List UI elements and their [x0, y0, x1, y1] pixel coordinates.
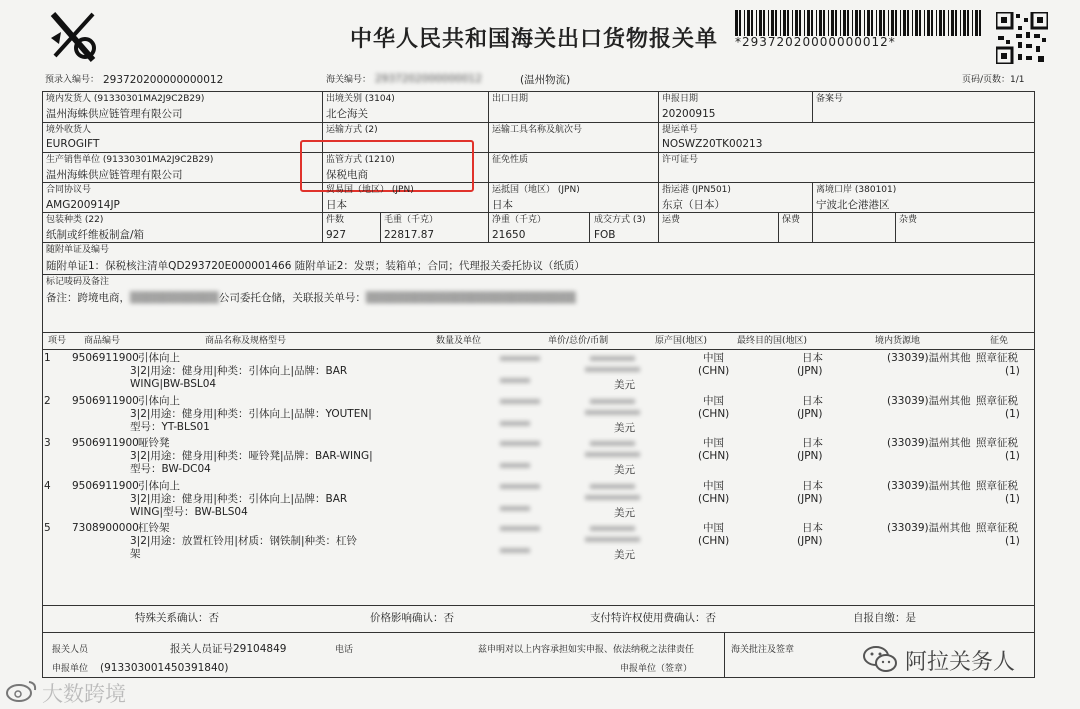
goods-source: (33039)温州其他 — [887, 395, 971, 407]
barcode-bar — [931, 10, 933, 36]
declarant-cert: 报关人员证号29104849 — [170, 643, 287, 655]
redacted-value — [585, 537, 640, 542]
unit-seal: 申报单位（签章） — [620, 664, 693, 674]
goods-spec-line2: 架 — [130, 548, 141, 560]
barcode-bar — [943, 10, 945, 36]
barcode-bar — [783, 10, 786, 36]
goods-spec-line2: WING|BW-BSL04 — [130, 378, 217, 390]
barcode-bar — [763, 10, 765, 36]
docs-text: 随附单证1：保税核注清单QD293720E000001466 随附单证2：发票；装箱单；合同；代理报关委托协议（纸质） — [46, 260, 585, 272]
exit-port-name: 宁波北仑港港区 — [816, 199, 890, 211]
redacted-value — [585, 452, 640, 457]
contract-no: AMG200914JP — [46, 199, 120, 211]
barcode-bar — [919, 10, 921, 36]
redacted-value — [585, 495, 640, 500]
barcode-bar — [951, 10, 954, 36]
barcode-bar — [739, 10, 741, 36]
goods-header-cell: 商品名称及规格型号 — [205, 336, 287, 346]
deal-label: 成交方式 (3) — [594, 215, 646, 225]
goods-origin-code: (CHN) — [698, 365, 730, 377]
goods-spec-line1: 3|2|用途：健身用|种类：引体向上|品牌：YOUTEN| — [130, 408, 372, 420]
redacted-value — [500, 441, 540, 446]
goods-tax-code: (1) — [1005, 450, 1020, 462]
barcode-bar — [780, 10, 781, 36]
goods-tax-code: (1) — [1005, 408, 1020, 420]
barcode-bar — [907, 10, 909, 36]
goods-code: 9506911900 — [72, 437, 139, 449]
barcode-bar — [871, 10, 873, 36]
dest-country: 日本 — [492, 199, 513, 211]
barcode-bar — [859, 10, 861, 36]
goods-origin-code: (CHN) — [698, 450, 730, 462]
goods-spec-line2: 型号：YT-BLS01 — [130, 421, 210, 433]
goods-item-no: 3 — [44, 437, 51, 449]
redacted-value — [590, 441, 635, 446]
goods-dest: 日本 — [802, 480, 823, 492]
barcode-bar — [972, 10, 973, 36]
goods-tax: 照章征税 — [976, 395, 1018, 407]
weibo-icon — [5, 678, 39, 704]
barcode-bar — [912, 10, 913, 36]
goods-item-no: 2 — [44, 395, 51, 407]
barcode-bar — [799, 10, 801, 36]
gross: 22817.87 — [384, 229, 435, 241]
barcode-bar — [963, 10, 966, 36]
record-no-label: 备案号 — [816, 94, 844, 104]
goods-dest-code: (JPN) — [797, 535, 823, 547]
goods-dest-code: (JPN) — [797, 450, 823, 462]
barcode-bar — [939, 10, 942, 36]
goods-origin-code: (CHN) — [698, 493, 730, 505]
barcode-bar — [915, 10, 918, 36]
barcode-bar — [891, 10, 894, 36]
goods-item-no: 1 — [44, 352, 51, 364]
redacted-value — [585, 410, 640, 415]
goods-dest-code: (JPN) — [797, 493, 823, 505]
goods-origin-code: (CHN) — [698, 535, 730, 547]
goods-currency: 美元 — [614, 422, 635, 434]
customs-emblem-logo — [45, 10, 101, 66]
barcode-bar — [759, 10, 762, 36]
special-confirm: 特殊关系确认：否 — [135, 612, 219, 624]
port-name: 东京（日本） — [662, 199, 725, 211]
form-title: 中华人民共和国海关出口货物报关单 — [350, 27, 719, 52]
goods-spec-line1: 3|2|用途：放置杠铃用|材质：钢铁制|种类：杠铃 — [130, 535, 358, 547]
barcode-bar — [895, 10, 897, 36]
goods-header-cell: 征免 — [990, 336, 1009, 346]
barcode-bar — [768, 10, 769, 36]
barcode-bar — [835, 10, 837, 36]
goods-tax-code: (1) — [1005, 365, 1020, 377]
exemption-label: 征免性质 — [492, 155, 529, 165]
goods-spec-line1: 3|2|用途：健身用|种类：引体向上|品牌：BAR — [130, 365, 348, 377]
self-pay-confirm: 自报自缴：是 — [853, 612, 916, 624]
pre-entry-label: 预录入编号： — [45, 75, 100, 85]
barcode-text: *29372020000000012* — [735, 35, 896, 49]
goods-name: 杠铃架 — [138, 522, 170, 534]
dest-country-label: 运抵国（地区） (JPN) — [492, 185, 580, 195]
unit-code: (913303001450391840) — [100, 662, 229, 674]
exit-port-label: 离境口岸 (380101) — [816, 185, 897, 195]
redacted-value — [500, 506, 530, 511]
vessel-label: 运输工具名称及航次号 — [492, 125, 583, 135]
barcode-bar — [936, 10, 937, 36]
goods-header-cell: 数量及单位 — [436, 336, 482, 346]
net: 21650 — [492, 229, 526, 241]
pieces: 927 — [326, 229, 347, 241]
goods-dest-code: (JPN) — [797, 365, 823, 377]
port-note: (温州物流) — [520, 74, 571, 86]
barcode-bar — [867, 10, 870, 36]
goods-tax-code: (1) — [1005, 535, 1020, 547]
royalty-confirm: 支付特许权使用费确认：否 — [590, 612, 716, 624]
goods-dest: 日本 — [802, 352, 823, 364]
barcode-bar — [823, 10, 825, 36]
goods-spec-line2: WING|型号：BW-BLS04 — [130, 506, 248, 518]
redacted-value — [500, 548, 530, 553]
barcode-bar — [840, 10, 841, 36]
barcode-bar — [756, 10, 757, 36]
barcode-bar — [811, 10, 813, 36]
watermark-left: 大数跨境 — [42, 682, 126, 706]
goods-source: (33039)温州其他 — [887, 352, 971, 364]
goods-name: 哑铃凳 — [138, 437, 170, 449]
producer-name: 温州海蛛供应链管理有限公司 — [46, 169, 183, 181]
goods-origin: 中国 — [703, 352, 724, 364]
docs-label: 随附单证及编号 — [46, 245, 110, 255]
statement: 兹申明对以上内容承担如实申报、依法纳税之法律责任 — [478, 645, 695, 655]
goods-code: 9506911900 — [72, 395, 139, 407]
barcode-bar — [751, 10, 753, 36]
price-confirm: 价格影响确认：否 — [370, 612, 454, 624]
gross-label: 毛重（千克） — [384, 215, 439, 225]
goods-header-cell: 境内货源地 — [875, 336, 921, 346]
goods-currency: 美元 — [614, 379, 635, 391]
goods-header-cell: 商品编号 — [84, 336, 121, 346]
barcode-bar — [879, 10, 882, 36]
consignee-label: 境外收货人 — [46, 125, 92, 135]
customs-no-label: 海关编号： — [326, 75, 372, 85]
deal-name: FOB — [594, 229, 616, 241]
goods-code: 7308900000 — [72, 522, 139, 534]
port-label: 指运港 (JPN501) — [662, 185, 731, 195]
unit-label: 申报单位 — [52, 664, 89, 674]
freight-label: 运费 — [662, 215, 681, 225]
redacted-value — [500, 378, 530, 383]
declare-date: 20200915 — [662, 108, 716, 120]
goods-origin: 中国 — [703, 480, 724, 492]
goods-name: 引体向上 — [138, 480, 180, 492]
barcode-bar — [831, 10, 834, 36]
barcode-bar — [948, 10, 949, 36]
barcode-bar — [855, 10, 858, 36]
redacted-value — [585, 367, 640, 372]
goods-source: (33039)温州其他 — [887, 522, 971, 534]
goods-origin: 中国 — [703, 522, 724, 534]
goods-currency: 美元 — [614, 464, 635, 476]
producer-label: 生产销售单位 (91330301MA2J9C2B29) — [46, 155, 214, 165]
barcode-bar — [792, 10, 793, 36]
goods-origin: 中国 — [703, 437, 724, 449]
barcode-bar — [775, 10, 777, 36]
trade-country-label: 贸易国（地区） (JPN) — [326, 185, 414, 195]
barcode-bar — [843, 10, 846, 36]
net-label: 净重（千克） — [492, 215, 547, 225]
barcode-bar — [852, 10, 853, 36]
barcode-bar — [900, 10, 901, 36]
supervision-label: 监管方式 (1210) — [326, 155, 395, 165]
phone-label: 电话 — [335, 645, 354, 655]
consignee-name: EUROGIFT — [46, 138, 100, 150]
bill-no: NOSWZ20TK00213 — [662, 138, 763, 150]
goods-tax: 照章征税 — [976, 480, 1018, 492]
redacted-value — [500, 399, 540, 404]
barcode-bar — [747, 10, 750, 36]
exit-customs-name: 北仑海关 — [326, 108, 368, 120]
exit-customs-label: 出境关别 (3104) — [326, 94, 395, 104]
barcode-bar — [816, 10, 817, 36]
goods-origin-code: (CHN) — [698, 408, 730, 420]
barcode-bar — [903, 10, 906, 36]
barcode-bar — [828, 10, 829, 36]
contract-label: 合同协议号 — [46, 185, 92, 195]
barcode-bar — [979, 10, 981, 36]
barcode-bar — [967, 10, 969, 36]
goods-source: (33039)温州其他 — [887, 437, 971, 449]
declare-date-label: 申报日期 — [662, 94, 699, 104]
qr-code — [996, 12, 1048, 64]
misc-label: 杂费 — [899, 215, 918, 225]
goods-currency: 美元 — [614, 507, 635, 519]
goods-header-cell: 最终目的国(地区) — [737, 336, 808, 346]
declarant-label: 报关人员 — [52, 645, 89, 655]
goods-source: (33039)温州其他 — [887, 480, 971, 492]
goods-tax-code: (1) — [1005, 493, 1020, 505]
goods-name: 引体向上 — [138, 352, 180, 364]
transport-label: 运输方式 (2) — [326, 125, 378, 135]
redacted-value — [590, 484, 635, 489]
goods-header-cell: 原产国(地区) — [655, 336, 708, 346]
barcode-bar — [883, 10, 885, 36]
barcode-bar — [876, 10, 877, 36]
goods-tax: 照章征税 — [976, 352, 1018, 364]
barcode-bar — [804, 10, 805, 36]
barcode — [735, 10, 985, 36]
trade-country: 日本 — [326, 199, 347, 211]
package-name: 纸制或纤维板制盒/箱 — [46, 229, 145, 241]
redacted-value — [500, 526, 540, 531]
barcode-bar — [847, 10, 849, 36]
goods-spec-line1: 3|2|用途：健身用|种类：引体向上|品牌：BAR — [130, 493, 348, 505]
barcode-bar — [975, 10, 978, 36]
barcode-bar — [744, 10, 745, 36]
barcode-bar — [807, 10, 810, 36]
redacted-value — [590, 526, 635, 531]
bill-label: 提运单号 — [662, 125, 699, 135]
goods-dest: 日本 — [802, 522, 823, 534]
barcode-bar — [864, 10, 865, 36]
goods-code: 9506911900 — [72, 480, 139, 492]
goods-tax: 照章征税 — [976, 437, 1018, 449]
barcode-bar — [787, 10, 789, 36]
barcode-bar — [888, 10, 889, 36]
goods-dest: 日本 — [802, 437, 823, 449]
redacted-value — [590, 356, 635, 361]
redacted-value — [500, 484, 540, 489]
remarks-text: 备注：跨境电商，▒▒▒▒▒▒▒▒▒▒▒公司委托仓储，关联报关单号：▒▒▒▒▒▒▒▒▒▒▒▒▒▒▒▒▒▒▒▒▒▒▒▒▒▒ — [46, 292, 576, 304]
goods-origin: 中国 — [703, 395, 724, 407]
barcode-bar — [960, 10, 961, 36]
redacted-value — [590, 399, 635, 404]
shipper-name: 温州海蛛供应链管理有限公司 — [46, 108, 183, 120]
barcode-bar — [735, 10, 738, 36]
barcode-bar — [924, 10, 925, 36]
license-label: 许可证号 — [662, 155, 699, 165]
approval-label: 海关批注及签章 — [731, 645, 795, 655]
goods-header-cell: 单价/总价/币制 — [548, 336, 609, 346]
barcode-bar — [771, 10, 774, 36]
goods-dest: 日本 — [802, 395, 823, 407]
barcode-bar — [955, 10, 957, 36]
package-label: 包装种类 (22) — [46, 215, 104, 225]
goods-item-no: 5 — [44, 522, 51, 534]
redacted-value — [500, 463, 530, 468]
export-date-label: 出口日期 — [492, 94, 529, 104]
redacted-value — [500, 421, 530, 426]
insurance-label: 保费 — [782, 215, 801, 225]
watermark-right: 阿拉关务人 — [905, 650, 1016, 675]
page-info: 页码/页数：1/1 — [962, 75, 1025, 85]
goods-dest-code: (JPN) — [797, 408, 823, 420]
wechat-icon — [862, 644, 898, 674]
goods-header-cell: 项号 — [48, 336, 67, 346]
supervision-name: 保税电商 — [326, 169, 368, 181]
redacted-value — [500, 356, 540, 361]
barcode-bar — [819, 10, 822, 36]
shipper-label: 境内发货人 (91330301MA2J9C2B29) — [46, 94, 205, 104]
goods-code: 9506911900 — [72, 352, 139, 364]
goods-spec-line2: 型号：BW-DC04 — [130, 463, 211, 475]
remarks-label: 标记唛码及备注 — [46, 277, 110, 287]
goods-currency: 美元 — [614, 549, 635, 561]
goods-spec-line1: 3|2|用途：健身用|种类：哑铃凳|品牌：BAR-WING| — [130, 450, 373, 462]
goods-name: 引体向上 — [138, 395, 180, 407]
goods-tax: 照章征税 — [976, 522, 1018, 534]
barcode-bar — [927, 10, 930, 36]
barcode-bar — [795, 10, 798, 36]
customs-no: 2937202000000012 — [375, 73, 482, 85]
goods-item-no: 4 — [44, 480, 51, 492]
pieces-label: 件数 — [326, 215, 345, 225]
pre-entry-no: 293720200000000012 — [103, 74, 224, 86]
